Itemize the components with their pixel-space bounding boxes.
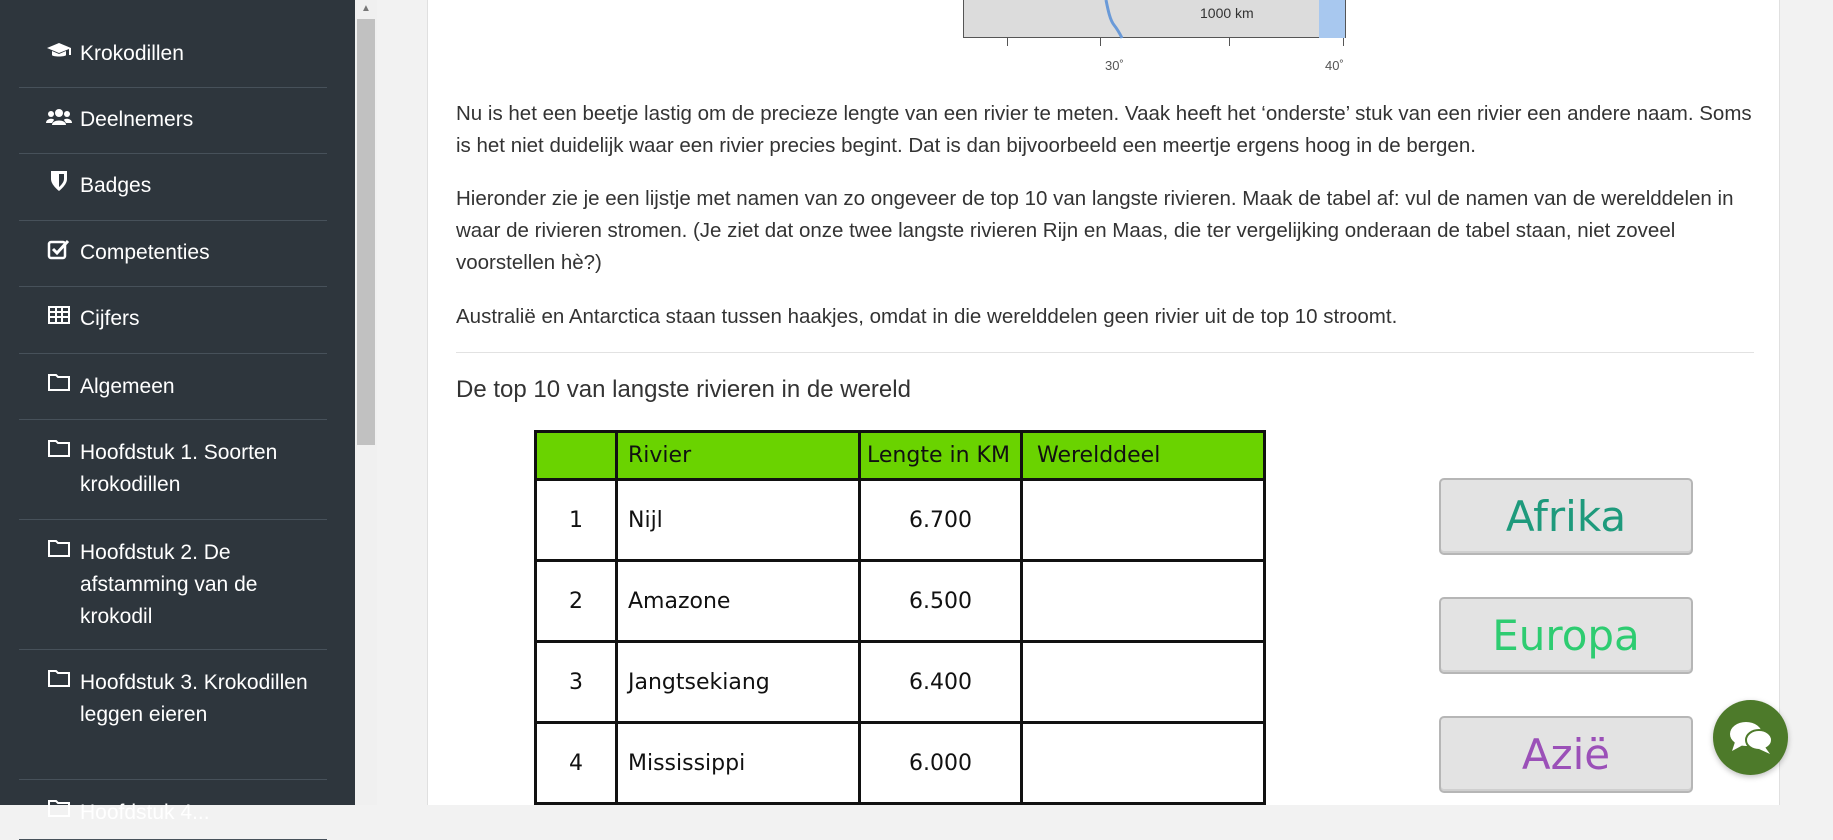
table-cell-rank: 2 [536, 561, 617, 642]
map-tick [1343, 38, 1344, 46]
sidebar-item-hoofdstuk-4[interactable] [19, 780, 327, 840]
section-title: De top 10 van langste rivieren in de wereld [456, 376, 911, 403]
map-water [1319, 0, 1345, 38]
sidebar-item-label: Hoofdstuk 1. Soorten krokodillen [80, 441, 278, 496]
sidebar-item-label: Krokodillen [80, 42, 184, 65]
sidebar-item-competenties[interactable] [19, 221, 327, 287]
table-cell-river: Mississippi [617, 723, 860, 804]
sidebar-item-label: Algemeen [80, 375, 175, 398]
drag-label-europa[interactable]: Europa [1439, 597, 1693, 674]
divider [456, 352, 1754, 353]
table-header [536, 432, 617, 480]
sidebar [0, 0, 355, 824]
table-row [536, 723, 1265, 804]
map-tick-label: 30˚ [1105, 58, 1124, 73]
table-header-row [536, 432, 1265, 480]
map-tick [1100, 38, 1101, 46]
table-cell-length: 6.400 [860, 642, 1022, 723]
sidebar-item-badges[interactable] [19, 154, 327, 221]
sidebar-scrollbar[interactable] [355, 0, 377, 805]
table-cell-rank: 1 [536, 480, 617, 561]
graduation-cap-icon [47, 40, 71, 62]
sidebar-item-algemeen[interactable] [19, 354, 327, 420]
drag-label-afrika[interactable]: Afrika [1439, 478, 1693, 555]
table-cell-river: Amazone [617, 561, 860, 642]
sidebar-item-hoofdstuk-3[interactable] [19, 650, 327, 780]
shield-icon [47, 170, 71, 192]
table-cell-length: 6.700 [860, 480, 1022, 561]
sidebar-item-deelnemers[interactable] [19, 88, 327, 154]
drag-label-azie[interactable]: Azië [1439, 716, 1693, 793]
table-cell-rank: 3 [536, 642, 617, 723]
map-tick [1229, 38, 1230, 46]
table-header: Werelddeel [1022, 432, 1265, 480]
scroll-up-arrow-icon[interactable]: ▲ [361, 3, 371, 14]
main-content [377, 0, 1833, 805]
sidebar-scrollbar-thumb[interactable] [357, 19, 375, 445]
sidebar-item-hoofdstuk-2[interactable] [19, 520, 327, 650]
folder-icon [47, 537, 71, 559]
folder-icon [47, 797, 71, 819]
folder-icon [47, 667, 71, 689]
folder-icon [47, 371, 71, 393]
paragraph: Australië en Antarctica staan tussen haakjes, omdat in die werelddelen geen rivier uit de top 10 stroomt. [456, 305, 1398, 328]
table-cell-length: 6.500 [860, 561, 1022, 642]
map-scale-label: 1000 km [1200, 5, 1254, 21]
map-river-shape [1104, 0, 1124, 38]
chat-button[interactable] [1713, 700, 1788, 775]
table-row [536, 561, 1265, 642]
content-card [427, 0, 1780, 805]
drop-zone-continent[interactable] [1022, 642, 1265, 723]
sidebar-item-cijfers[interactable] [19, 287, 327, 354]
paragraph: Hieronder zie je een lijstje met namen van zo ongeveer de top 10 van langste rivieren. Maak de tabel af: vul de namen van de werelddelen in waar de rivieren stromen. (Je ziet dat onze twee langste rivieren Rijn en Maas, die ter vergelijking onderaan de tabel staan, niet zoveel voorstellen hè?) [456, 187, 1734, 274]
map-axis [963, 38, 1346, 78]
table-cell-river: Nijl [617, 480, 860, 561]
table-header: Rivier [617, 432, 860, 480]
map-image [963, 0, 1346, 38]
drop-zone-continent[interactable] [1022, 480, 1265, 561]
checkbox-icon [47, 238, 71, 260]
sidebar-item-label: Badges [80, 174, 152, 197]
table-cell-river: Jangtsekiang [617, 642, 860, 723]
table-icon [47, 304, 71, 326]
table-row [536, 642, 1265, 723]
sidebar-item-hoofdstuk-1[interactable] [19, 420, 327, 520]
table-header: Lengte in KM [860, 432, 1022, 480]
sidebar-item-krokodillen[interactable] [19, 0, 327, 88]
folder-icon [47, 437, 71, 459]
chat-bubbles-icon [1729, 720, 1773, 756]
sidebar-item-label: Hoofdstuk 4... [80, 801, 210, 824]
users-icon [47, 106, 71, 128]
sidebar-item-label: Deelnemers [80, 108, 194, 131]
map-tick [1007, 38, 1008, 46]
drop-zone-continent[interactable] [1022, 723, 1265, 804]
map-tick-label: 40˚ [1325, 58, 1344, 73]
rivers-table [534, 430, 1266, 805]
sidebar-nav [0, 0, 327, 840]
sidebar-item-label: Competenties [80, 241, 210, 264]
sidebar-item-label: Cijfers [80, 307, 140, 330]
sidebar-item-label: Hoofdstuk 2. De afstamming van de krokodil [80, 541, 258, 628]
sidebar-item-label: Hoofdstuk 3. Krokodillen leggen eieren [80, 671, 308, 726]
drop-zone-continent[interactable] [1022, 561, 1265, 642]
paragraph: Nu is het een beetje lastig om de precieze lengte van een rivier te meten. Vaak heeft het ‘onderste’ stuk van een rivier een andere naam. Soms is het niet duidelijk waar een rivier precies begint. Dat is dan bijvoorbeeld een meertje ergens hoog in de bergen. [456, 102, 1752, 157]
table-cell-rank: 4 [536, 723, 617, 804]
table-row [536, 480, 1265, 561]
page-scrollbar[interactable] [1813, 0, 1833, 805]
table-cell-length: 6.000 [860, 723, 1022, 804]
